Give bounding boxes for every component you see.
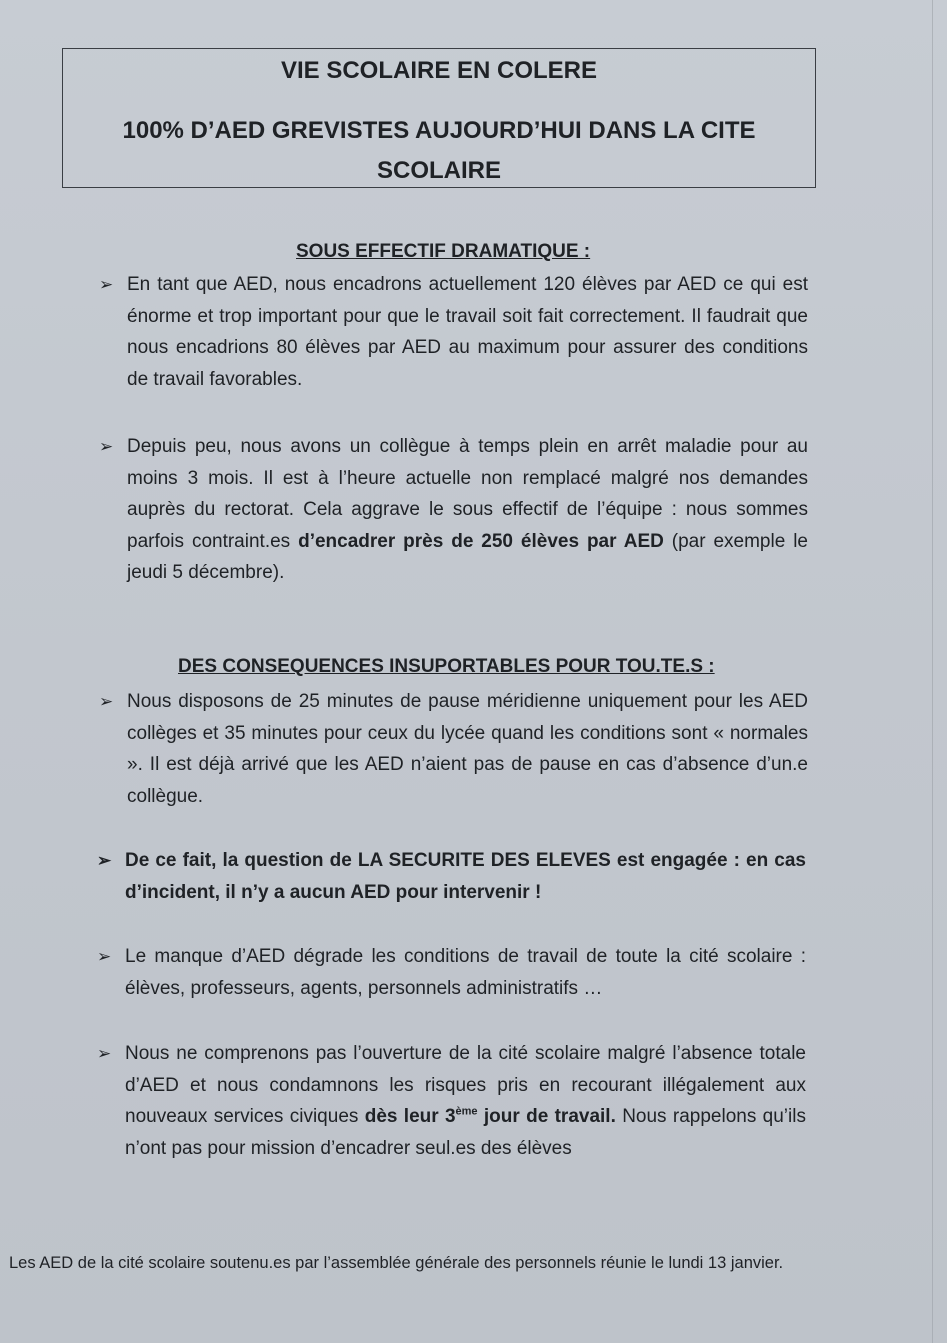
arrow-bullet-icon: ➢	[97, 947, 112, 966]
title-line-1: VIE SCOLAIRE EN COLERE	[280, 57, 598, 84]
bullet-pause	[99, 686, 808, 812]
bullet-arret-maladie	[99, 431, 808, 589]
bullet-manque-aed	[97, 941, 806, 1004]
arrow-bullet-icon: ➢	[99, 437, 114, 456]
title-line-2: 100% D’AED GREVISTES AUJOURD’HUI DANS LA CITE SCOLAIRE	[122, 117, 756, 184]
bullet-ouverture	[97, 1038, 806, 1164]
bullet-text-bold: dès leur 3	[364, 1106, 456, 1128]
bullet-text: De ce fait, la question de LA SECURITE DES ELEVES est engagée : en cas d’incident, il n’y a aucun AED pour intervenir !	[125, 850, 806, 903]
bullet-text-bold: d’encadrer près de 250 élèves par AED	[298, 530, 664, 552]
bullet-effectif	[99, 269, 808, 395]
arrow-bullet-icon: ➢	[99, 275, 114, 294]
arrow-bullet-icon: ➢	[97, 1044, 112, 1063]
arrow-bullet-icon: ➢	[99, 692, 114, 711]
section-title-sous-effectif: SOUS EFFECTIF DRAMATIQUE :	[296, 241, 591, 262]
bullet-text: Nous ne comprenons pas l’ouverture de la cité scolaire malgré l’absence totale d’AED et nous condamnons les risques pris en recourant illégalement aux nouveaux services civiques	[125, 1043, 806, 1128]
bullet-text: Depuis peu, nous avons un collègue à temps plein en arrêt maladie pour au moins 3 mois. Il est à l’heure actuelle non remplacé malgré nos demandes auprès du rectorat. Cela aggrave le sous effectif de l’équipe : nous sommes parfois contraint.es	[127, 436, 808, 552]
bullet-text: Nous rappelons qu’ils n’ont pas pour mission d’encadrer seul.es des élèves	[125, 1106, 806, 1159]
bullet-text: Nous disposons de 25 minutes de pause méridienne uniquement pour les AED collèges et 35 minutes pour ceux du lycée quand les conditions sont « normales ». Il est déjà arrivé que les AED n’aient pas de pause en cas d’absence d’un.e collègue.	[127, 691, 808, 807]
footer-signature: Les AED de la cité scolaire soutenu.es par l’assemblée générale des personnels réunie le lundi 13 janvier.	[9, 1254, 784, 1272]
superscript: ème	[455, 1105, 478, 1118]
bullet-text-bold: jour de travail.	[477, 1106, 616, 1128]
bullet-securite	[97, 845, 806, 908]
bullet-text: (par exemple le jeudi 5 décembre).	[127, 530, 808, 584]
title-box	[62, 48, 816, 188]
paper-edge	[932, 0, 933, 1343]
section-title-consequences: DES CONSEQUENCES INSUPORTABLES POUR TOU.TE.S :	[178, 656, 715, 677]
bullet-text: Le manque d’AED dégrade les conditions de travail de toute la cité scolaire : élèves, professeurs, agents, personnels administratifs …	[125, 946, 806, 999]
arrow-bullet-icon: ➢	[97, 851, 112, 870]
bullet-text: En tant que AED, nous encadrons actuellement 120 élèves par AED ce qui est énorme et trop important pour que le travail soit fait correctement. Il faudrait que nous encadrions 80 élèves par AED au maximum pour assurer des conditions de travail favorables.	[127, 274, 808, 390]
